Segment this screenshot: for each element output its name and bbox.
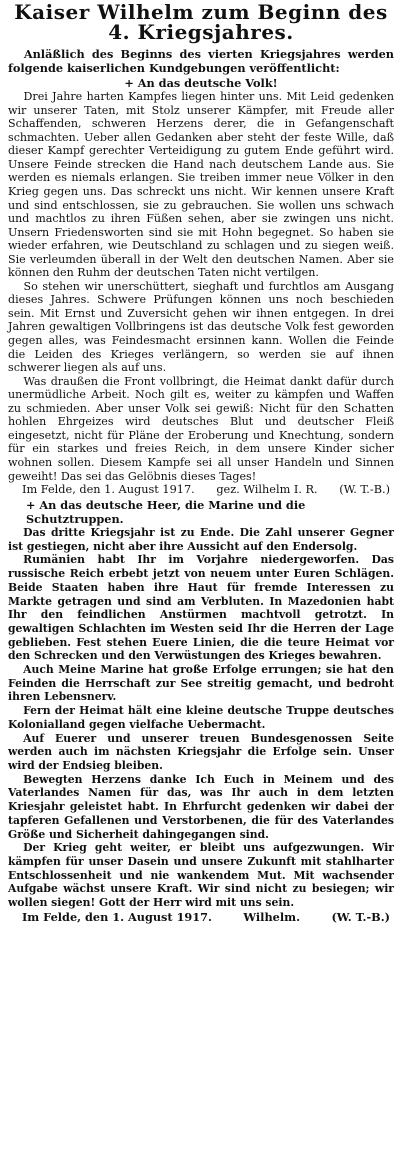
paragraph: So stehen wir unerschüttert, sieghaft und furchtlos am Ausgang dieses Jahres. Schwere Prüfungen können uns noch beschieden sein. Mit Ernst und Zuversicht gehen wir ihnen entgegen. In drei Jahren gewaltigen Vollbringens ist das deutsche Volk fest geworden gegen alles, was Feindesmacht ersinnen kann. Wollen die Feinde die Leiden des Krieges verlängern, so werden sie auf ihnen schwerer liegen als auf uns. <box>8 279 394 375</box>
signature: gez. Wilhelm I. R. <box>216 483 318 497</box>
signature-line <box>8 910 394 924</box>
signature: Wilhelm. <box>243 909 301 924</box>
paragraph: Rumänien habt Ihr im Vorjahre niedergeworfen. Das russische Reich erbebt jetzt von neuem unter Euren Schlägen. Beide Staaten haben ihre Haut für fremde Interessen zu Markte getragen und sind am Verbluten. In Mazedonien habt Ihr den feindlichen Anstürmen machtvoll getrotzt. In gewaltigen Schlachten im Westen seid Ihr die Herren der Lage geblieben. Fest stehen Euere Linien, die die teure Heimat vor den Schrecken und den Verwüstungen des Krieges bewahren. <box>8 553 394 663</box>
signature-line <box>8 483 394 497</box>
section-to-the-army <box>8 498 394 924</box>
headline <box>8 2 394 42</box>
intro-paragraph: Anläßlich des Beginns des vierten Kriegsjahres werden folgende kaiserlichen Kundgebungen veröffentlicht: <box>8 47 394 75</box>
headline-line-1: Kaiser Wilhelm zum Beginn des <box>14 0 388 24</box>
agency-credit: (W. T.-B.) <box>331 909 390 924</box>
place-date: Im Felde, den 1. August 1917. <box>22 483 195 497</box>
section-heading-people: + An das deutsche Volk! <box>124 76 278 91</box>
paragraph: Bewegten Herzens danke Ich Euch in Meinem und des Vaterlandes Namen für das, was Ihr auch in dem letzten Kriesjahr geleistet habt. In Ehrfurcht gedenken wir dabei der tapferen Gefallenen und Verstorbenen, die für des Vaterlandes Größe und Sicherheit dahingegangen sind. <box>8 772 394 841</box>
paragraph: Auf Euerer und unserer treuen Bundesgenossen Seite werden auch im nächsten Kriegsjahr die Erfolge sein. Unser wird der Endsieg bleiben. <box>8 731 394 772</box>
headline-line-2: 4. Kriegsjahres. <box>108 20 294 44</box>
agency-credit: (W. T.-B.) <box>339 483 390 497</box>
section-to-the-people <box>8 76 394 497</box>
paragraph: Drei Jahre harten Kampfes liegen hinter uns. Mit Leid gedenken wir unserer Taten, mit Stolz unserer Kämpfer, mit Freude aller Schaffenden, schweren Herzens derer, die in Gefangenschaft schmachten. Ueber allen Gedanken aber steht der feste Wille, daß dieser Kampf gerechter Verteidigung zu gutem Ende geführt wird. Unsere Feinde strecken die Hand nach deutschem Lande aus. Sie werden es niemals erlangen. Sie treiben immer neue Völker in den Krieg gegen uns. Das schreckt uns nicht. Wir kennen unsere Kraft und sind entschlossen, sie zu gebrauchen. Sie wollen uns schwach und machtlos zu ihren Füßen sehen, aber sie zwingen uns nicht. Unsern Friedensworten sind sie mit Hohn begegnet. So haben sie wieder erfahren, wie Deutschland zu schlagen und zu siegen weiß. Sie verleumden überall in der Welt den deutschen Namen. Aber sie können den Ruhm der deutschen Taten nicht vertilgen. <box>8 90 394 280</box>
section-heading-army: + An das deutsche Heer, die Marine und die Schutztruppen. <box>26 498 306 527</box>
paragraph: Auch Meine Marine hat große Erfolge errungen; sie hat den Feinden die Herrschaft zur See streitig gemacht, und bedroht ihren Lebensnerv. <box>8 663 394 704</box>
paragraph: Was draußen die Front vollbringt, die Heimat dankt dafür durch unermüdliche Arbeit. Noch gilt es, weiter zu kämpfen und Waffen zu schmieden. Aber unser Volk sei gewiß: Nicht für den Schatten hohlen Ehrgeizes wird deutsches Blut und deutscher Fleiß eingesetzt, nicht für Pläne der Eroberung und Knechtung, sondern für ein starkes und freies Reich, in dem unsere Kinder sicher wohnen sollen. Diesem Kampfe sei all unser Handeln und Sinnen geweiht! Das sei das Gelöbnis dieses Tages! <box>8 374 394 483</box>
place-date: Im Felde, den 1. August 1917. <box>22 909 212 924</box>
paragraph: Fern der Heimat hält eine kleine deutsche Truppe deutsches Kolonialland gegen vielfache Uebermacht. <box>8 704 394 731</box>
paragraph: Das dritte Kriegsjahr ist zu Ende. Die Zahl unserer Gegner ist gestiegen, nicht aber ihre Aussicht auf den Endersolg. <box>8 526 394 553</box>
paragraph: Der Krieg geht weiter, er bleibt uns aufgezwungen. Wir kämpfen für unser Dasein und unsere Zukunft mit stahlharter Entschlossenheit und nie wankendem Mut. Mit wachsender Aufgabe wächst unsere Kraft. Wir sind nicht zu besiegen; wir wollen siegen! Gott der Herr wird mit uns sein. <box>8 841 394 910</box>
